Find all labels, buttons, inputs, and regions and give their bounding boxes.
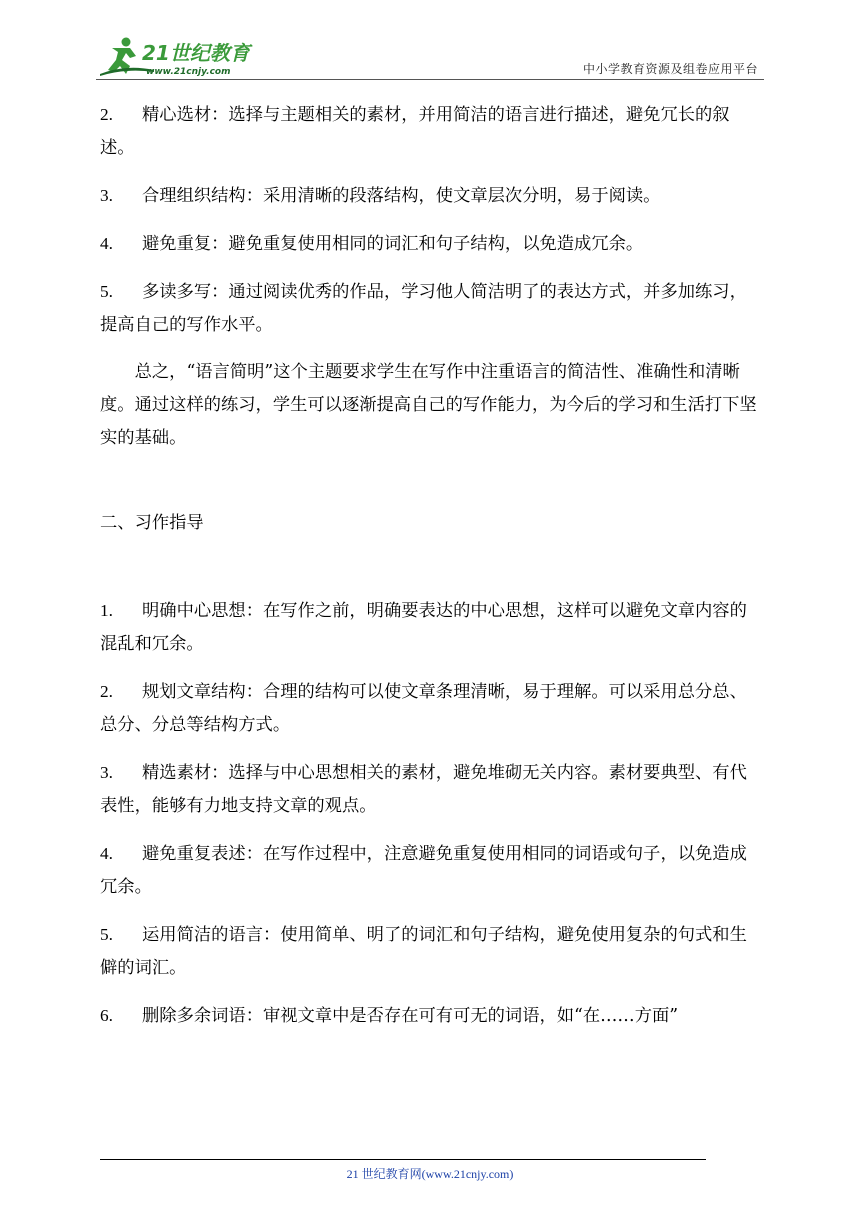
section-title: 二、习作指导 — [100, 513, 204, 533]
list-item: 1. 明确中心思想：在写作之前，明确要表达的中心思想，这样可以避免文章内容的混乱和冗余。 — [100, 601, 747, 654]
list-item: 5. 运用简洁的语言：使用简单、明了的词汇和句子结构，避免使用复杂的句式和生僻的词汇。 — [100, 925, 747, 978]
footer-link[interactable]: 21 世纪教育网(www.21cnjy.com) — [346, 1167, 514, 1181]
list-item: 3. 合理组织结构：采用清晰的段落结构，使文章层次分明，易于阅读。 — [100, 186, 661, 206]
platform-name: 中小学教育资源及组卷应用平台 — [582, 62, 758, 76]
list-item: 6. 删除多余词语：审视文章中是否存在可有可无的词语，如“在……方面” — [100, 1006, 679, 1026]
list-item: 4. 避免重复表述：在写作过程中，注意避免重复使用相同的词语或句子，以免造成冗余。 — [100, 844, 747, 897]
header-divider — [96, 79, 764, 80]
page-header — [96, 30, 764, 80]
summary-paragraph: 总之，“语言简明”这个主题要求学生在写作中注重语言的简洁性、准确性和清晰度。通过这样的练习，学生可以逐渐提高自己的写作能力，为今后的学习和生活打下坚实的基础。 — [100, 362, 757, 448]
runner-logo-icon — [96, 34, 266, 78]
footer-divider — [100, 1159, 706, 1160]
list-item: 2. 精心选材：选择与主题相关的素材，并用简洁的语言进行描述，避免冗长的叙述。 — [100, 105, 730, 158]
logo — [96, 34, 266, 78]
logo-text: 21世纪教育 — [142, 41, 250, 65]
logo-url: www.21cnjy.com — [146, 67, 231, 77]
list-item: 4. 避免重复：避免重复使用相同的词汇和句子结构，以免造成冗余。 — [100, 234, 644, 254]
list-item: 5. 多读多写：通过阅读优秀的作品，学习他人简洁明了的表达方式，并多加练习，提高自己的写作水平。 — [100, 282, 747, 335]
list-item: 2. 规划文章结构：合理的结构可以使文章条理清晰，易于理解。可以采用总分总、总分、分总等结构方式。 — [100, 682, 747, 735]
list-item: 3. 精选素材：选择与中心思想相关的素材，避免堆砌无关内容。素材要典型、有代表性，能够有力地支持文章的观点。 — [100, 763, 747, 816]
document-body — [100, 98, 762, 1047]
